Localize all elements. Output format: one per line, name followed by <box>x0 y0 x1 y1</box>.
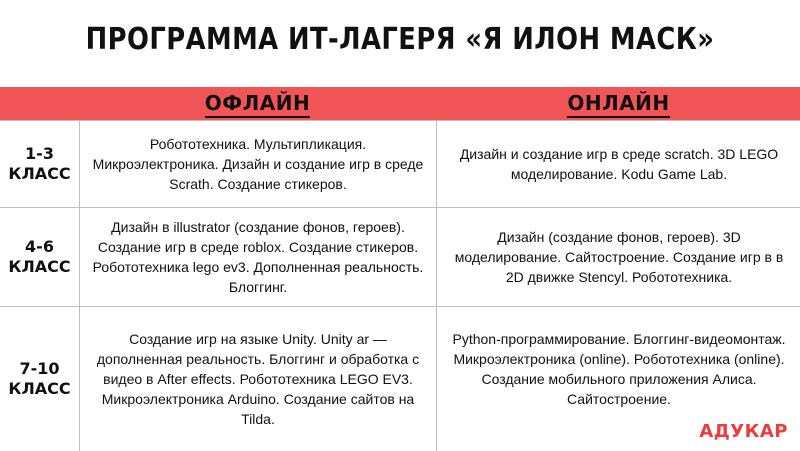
page-title: ПРОГРАММА ИТ-ЛАГЕРЯ «Я ИЛОН МАСК» <box>85 22 715 57</box>
adukar-logo: АДУКАР <box>699 421 788 442</box>
grade-label-row-3 <box>0 307 79 451</box>
column-header-offline <box>79 87 436 120</box>
grade-word: КЛАСС <box>8 379 71 398</box>
online-cell-row-3 <box>438 307 800 431</box>
offline-cell-row-2 <box>80 208 436 306</box>
offline-cell-text: Робототехника. Мультипликация. Микроэлектроника. Дизайн и создание игр в среде Scrath. Создание стикеров. <box>92 136 424 192</box>
grade-label-row-2 <box>0 208 79 306</box>
grade-number: 4-6 <box>25 237 54 256</box>
column-header-offline-label: ОФЛАЙН <box>205 91 310 118</box>
grade-label-row-1 <box>0 121 79 207</box>
online-cell-text: Python-программирование. Блоггинг-видеомонтаж. Микроэлектроника (online). Робототехника (online). Создание мобильного приложения Алиса. Сайтостроение. <box>452 331 786 407</box>
grade-number: 7-10 <box>19 359 60 378</box>
online-cell-text: Дизайн и создание игр в среде scratch. 3D LEGO моделирование. Kodu Game Lab. <box>459 146 779 182</box>
column-divider <box>436 120 437 451</box>
column-header-online <box>437 87 800 120</box>
offline-cell-row-3 <box>80 307 436 451</box>
grade-word: КЛАСС <box>8 164 71 183</box>
online-cell-row-2 <box>438 208 800 306</box>
online-cell-row-1 <box>438 121 800 207</box>
offline-cell-text: Дизайн в illustrator (создание фонов, героев). Создание игр в среде roblox. Создание стикеров. Робототехника lego ev3. Дополненная реальность. Блоггинг. <box>92 219 424 295</box>
online-cell-text: Дизайн (создание фонов, героев). 3D моделирование. Сайтостроение. Создание игр в в 2D движке Stencyl. Робототехника. <box>454 229 784 285</box>
grade-number: 1-3 <box>25 144 54 163</box>
column-header-online-label: ОНЛАЙН <box>567 91 669 118</box>
grade-word: КЛАСС <box>8 257 71 276</box>
offline-cell-text: Создание игр на языке Unity. Unity ar — дополненная реальность. Блоггинг и обработка с видео в After effects. Робототехника LEGO EV3. Микроэлектроника Arduino. Создание сайтов на Tilda. <box>96 331 420 427</box>
offline-cell-row-1 <box>80 121 436 207</box>
